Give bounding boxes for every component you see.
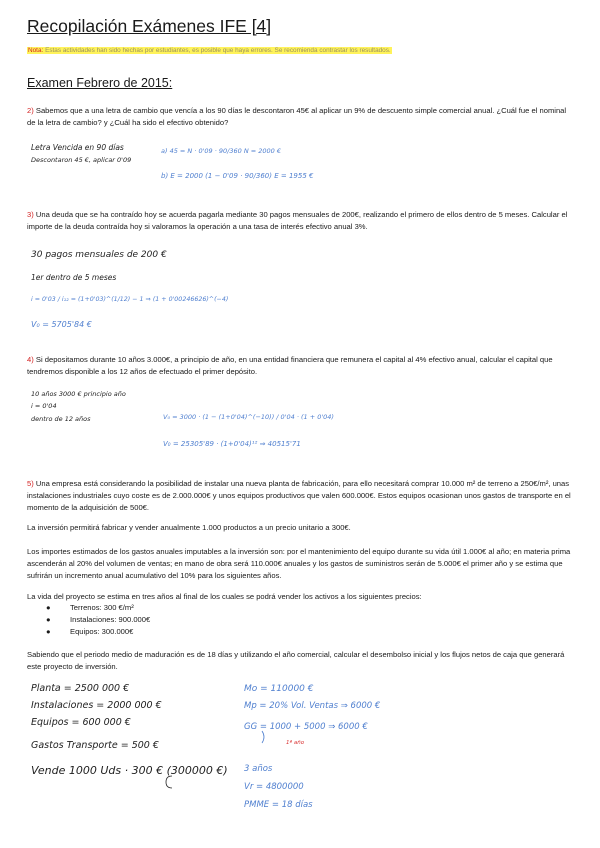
question-number: 5) [27, 479, 34, 488]
question-number: 3) [27, 210, 34, 219]
handwritten-note: Vende 1000 Uds · 300 € (300000 €) [31, 764, 228, 777]
handwritten-note: 30 pagos mensuales de 200 € [31, 250, 167, 260]
handwritten-formula: V₀ = 3000 · (1 − (1+0'04)^(−10)) / 0'04 · (1 + 0'04) [163, 413, 334, 421]
handwritten-note: Descontaron 45 €, aplicar 0'09 [31, 156, 132, 164]
bullet-icon: ● [46, 603, 51, 612]
question-text: Una empresa está considerando la posibilidad de instalar una nueva planta de fabricación, para ello necesitará comprar 10.000 m² de terreno a 250€/m², unas instalaciones industriales cuyo coste es de 2.000.000€ y unos equipos productivos que valen 600.000€. Estos equipos ocasionan unos gastos de transporte en el momento de la adquisición de 500€. [27, 479, 571, 512]
handwritten-note: 3 años [244, 764, 273, 774]
bullet-icon: ● [46, 627, 51, 636]
paragraph: La inversión permitirá fabricar y vender anualmente 1.000 productos a un precio unitario a 300€. [27, 523, 351, 532]
paragraph: La vida del proyecto se estima en tres años al final de los cuales se podrá vender los activos a los siguientes precios: [27, 592, 422, 601]
handwritten-note: Vr = 4800000 [244, 782, 304, 792]
handwritten-note: Letra Vencida en 90 días [31, 143, 124, 152]
handwritten-note: 10 años 3000 € principio año [31, 390, 126, 398]
bullet-icon: ● [46, 615, 51, 624]
question-3 [27, 209, 575, 233]
handwritten-note: Instalaciones = 2000 000 € [31, 700, 162, 711]
handwritten-note: Planta = 2500 000 € [31, 683, 130, 694]
paragraph: Los importes estimados de los gastos anuales imputables a la inversión son: por el mantenimiento del equipo durante su vida útil 1.000€ al año; en materia prima ascenderán al 20% del volumen de ventas; en mano de obra será 110.000€ anuales y los gastos de suministros serán de 5.000€ el primer año y se estima que sufrirán un incremento anual acumulativo del 10% para los siguientes años. [27, 547, 571, 580]
note-banner [27, 47, 392, 54]
handwritten-note: i = 0'04 [31, 402, 57, 410]
handwritten-note: Mp = 20% Vol. Ventas ⇒ 6000 € [244, 701, 381, 711]
handwritten-note: Gastos Transporte = 500 € [31, 740, 159, 751]
exam-heading: Examen Febrero de 2015: [27, 76, 173, 90]
question-number: 4) [27, 355, 34, 364]
handwritten-formula: i = 0'03 / i₁₂ = (1+0'03)^(1/12) − 1 ⇒ (1 + 0'00246626)^(−4) [31, 296, 229, 303]
question-5 [27, 478, 575, 514]
question-text: Una deuda que se ha contraído hoy se acuerda pagarla mediante 30 pagos mensuales de 200€, realizando el primero de ellos dentro de 5 meses. Calcular el importe de la deuda contraída hoy si valoramos la operación a una tasa de interés efectivo anual 3%. [27, 210, 568, 231]
question-number: 2) [27, 106, 34, 115]
handwritten-formula: b) E = 2000 (1 − 0'09 · 90/360) E = 1955 € [161, 172, 314, 180]
question-text: Si depositamos durante 10 años 3.000€, a principio de año, en una entidad financiera que remunera el capital al 4% efectivo anual, calcular el capital que tendremos disponible a los 12 años de efectuado el primer depósito. [27, 355, 553, 376]
question-4 [27, 354, 575, 378]
handwritten-note: Equipos = 600 000 € [31, 717, 131, 728]
handwritten-note: GG = 1000 + 5000 ⇒ 6000 € [244, 722, 368, 732]
handwritten-note: PMME = 18 días [244, 800, 313, 810]
question-text: Sabemos que a una letra de cambio que vencía a los 90 días le descontaron 45€ al aplicar un 9% de descuento simple comercial anual. ¿Cuál fue el nominal de la letra de cambio? y ¿Cuál ha sido el efectivo obtenido? [27, 106, 567, 127]
handwritten-formula: a) 45 = N · 0'09 · 90/360 N = 2000 € [161, 147, 282, 155]
handwritten-formula: V₀ = 25305'89 · (1+0'04)¹² ⇒ 40515'71 [163, 440, 301, 448]
handwritten-note: 1er dentro de 5 meses [31, 273, 117, 282]
handwritten-note: dentro de 12 años [31, 415, 91, 423]
handwritten-result: V₀ = 5705'84 € [31, 320, 92, 329]
paragraph: Sabiendo que el periodo medio de maduración es de 18 días y utilizando el año comercial, calcular el desembolso inicial y los flujos netos de caja que generará este proyecto de inversión. [27, 650, 565, 671]
note-text: Estas actividades han sido hechas por estudiantes, es posible que haya errores. Se recomienda contrastar los resultados. [45, 47, 391, 54]
page-title: Recopilación Exámenes IFE [4] [27, 16, 272, 36]
handwritten-note: 1ª año [286, 740, 305, 746]
note-label: Nota: [28, 47, 44, 54]
question-2 [27, 105, 575, 129]
handwritten-note: Mo = 110000 € [244, 684, 314, 694]
